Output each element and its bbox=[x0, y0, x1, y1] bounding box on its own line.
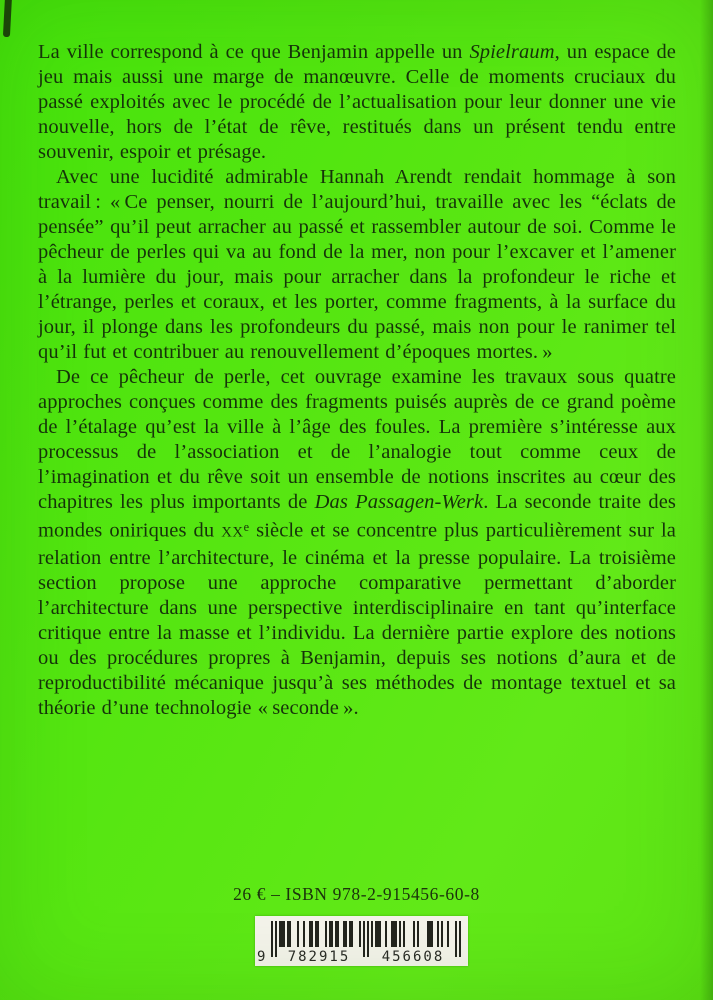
barcode-bar bbox=[417, 921, 419, 947]
barcode-bar bbox=[317, 921, 319, 947]
blurb-text-run: La ville correspond à ce que Benjamin appelle un bbox=[38, 41, 470, 63]
blurb-text-run: , un espace de jeu mais aussi une marge de manœuvre. Celle de moments cruciaux du passé exploités avec le procédé de l’actualisation pour leur donner une vie nouvelle, hors de l’état de rêve, restitués dans un présent tendu entre souvenir, espoir et présage. bbox=[38, 41, 676, 163]
barcode-bar bbox=[345, 921, 347, 947]
barcode-left-digits: 782915 bbox=[276, 949, 362, 965]
photo-edge-artifact bbox=[3, 0, 12, 37]
barcode-bar bbox=[289, 921, 291, 947]
blurb-text-run: e bbox=[243, 520, 250, 534]
barcode-bar bbox=[367, 921, 369, 957]
barcode-bar bbox=[441, 921, 443, 947]
blurb-text-run: Das Passagen-Werk bbox=[314, 491, 484, 513]
barcode-bar bbox=[359, 921, 361, 947]
blurb-text-run: De ce pêcheur de perle, cet ouvrage examine les travaux sous quatre approches conçues comme des fragments puisés auprès de ce grand poème de l’étalage qu’est la ville à l’âge des foules. La première s’intéresse aux processus de l’association et de l’analogie tout comme ceux de l’imagination et du rêve soit un ensemble de notions inscrites au cœur des chapitres les plus importants de bbox=[38, 366, 676, 513]
blurb-paragraph bbox=[38, 365, 676, 721]
blurb-paragraph bbox=[38, 165, 676, 365]
back-cover-blurb bbox=[38, 40, 676, 721]
barcode-bar bbox=[431, 921, 433, 947]
barcode-bar bbox=[385, 921, 387, 947]
barcode-bar bbox=[351, 921, 353, 947]
barcode-bar bbox=[271, 921, 273, 957]
barcode-bar bbox=[337, 921, 339, 947]
blurb-text-run: siècle et se concentre plus particulièrement sur la relation entre l’architecture, le cinéma et la presse populaire. La troisième section propose une approche comparative permettant d’aborder l’architecture dans une perspective interdisciplinaire en tant qu’interface critique entre la masse et l’individu. La dernière partie explore des notions ou des procédures propres à Benjamin, depuis ses notions d’aura et de reproductibilité mécanique jusqu’à ses méthodes de montage textuel et sa théorie d’une technologie « seconde ». bbox=[38, 519, 677, 719]
barcode bbox=[255, 916, 468, 966]
blurb-text-run: Avec une lucidité admirable Hannah Arendt rendait hommage à son travail : « Ce penser, nourri de l’aujourd’hui, travaille avec les “éclats de pensée” qu’il peut arracher au passé et rassembler autour de soi. Comme le pêcheur de perles qui va au fond de la mer, non pour l’excaver et l’amener à la lumière du jour, mais pour arracher dans la profondeur le riche et l’étrange, perles et coraux, et les porter, comme fragments, à la surface du jour, il plonge dans les profondeurs du passé, mais non pour le ranimer tel qu’il fut et contribuer au renouvellement d’époques mortes. » bbox=[38, 166, 676, 363]
price-isbn-line: 26 € – ISBN 978-2-915456-60-8 bbox=[233, 884, 480, 904]
blurb-text-run: XX bbox=[221, 524, 244, 541]
barcode-bar bbox=[275, 921, 277, 957]
barcode-bar bbox=[447, 921, 449, 947]
barcode-bar bbox=[325, 921, 327, 947]
barcode-bar bbox=[399, 921, 401, 947]
blurb-text-run: Spielraum bbox=[469, 41, 555, 63]
barcode-bar bbox=[311, 921, 313, 947]
barcode-bar bbox=[283, 921, 285, 947]
barcode-right-digits: 456608 bbox=[370, 949, 456, 965]
barcode-bar bbox=[437, 921, 439, 947]
barcode-bar bbox=[455, 921, 457, 957]
barcode-bar bbox=[413, 921, 415, 947]
barcode-bars bbox=[257, 921, 461, 966]
barcode-bar bbox=[395, 921, 397, 947]
photo-right-edge-shadow bbox=[700, 0, 713, 1000]
barcode-bar bbox=[459, 921, 461, 957]
barcode-bar bbox=[371, 921, 373, 947]
blurb-text-run: . La seconde traite des mondes oniriques du bbox=[38, 491, 676, 542]
barcode-bar bbox=[303, 921, 305, 947]
barcode-bar bbox=[331, 921, 333, 947]
barcode-first-digit: 9 bbox=[257, 949, 268, 965]
barcode-bar bbox=[363, 921, 365, 957]
barcode-bar bbox=[379, 921, 381, 947]
barcode-bar bbox=[403, 921, 405, 947]
barcode-bar bbox=[297, 921, 299, 947]
blurb-paragraph bbox=[38, 40, 676, 165]
